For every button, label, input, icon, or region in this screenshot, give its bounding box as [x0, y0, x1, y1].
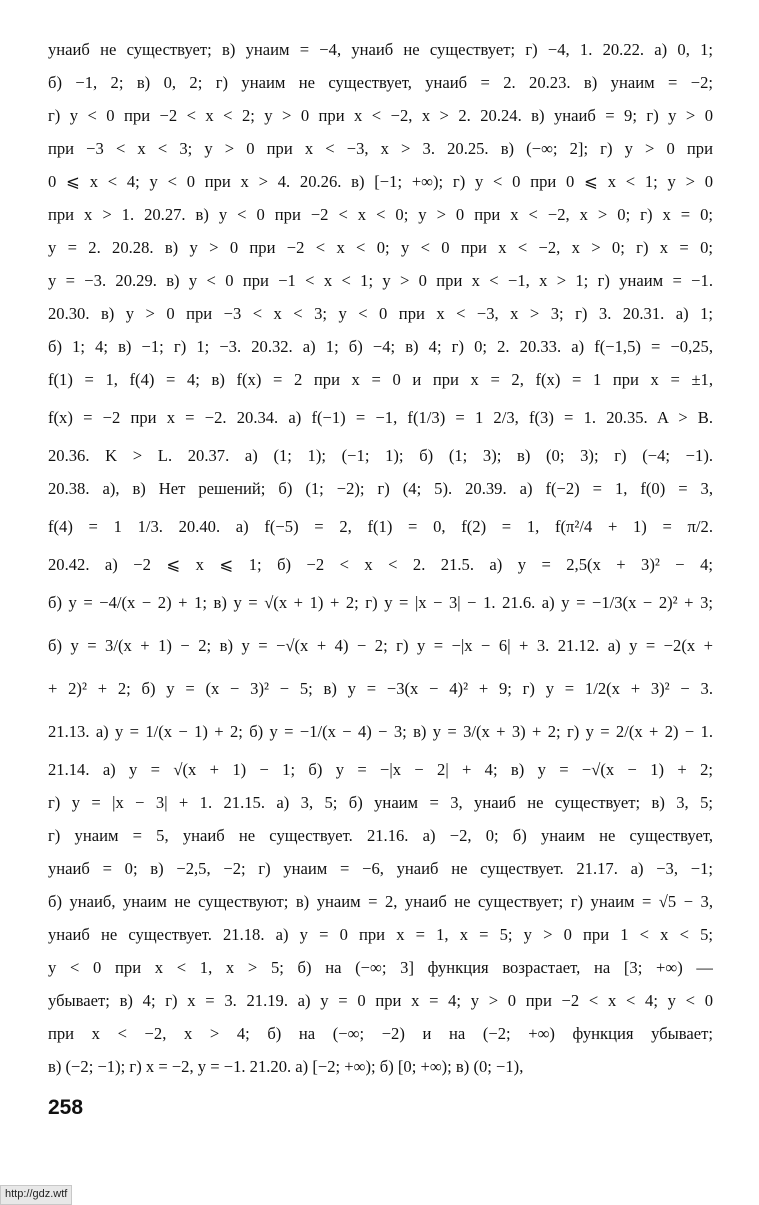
text-line-25: б) yнаиб, yнаим не существуют; в) yнаим = 2, yнаиб не существует; г) yнаим = √5 − 3, [48, 892, 713, 911]
text-line-29: при x < −2, x > 4; б) на (−∞; −2) и на (−2; +∞) функция убывает; [48, 1024, 713, 1043]
text-line-10: б) 1; 4; в) −1; г) 1; −3. 20.32. а) 1; б) −4; в) 4; г) 0; 2. 20.33. а) f(−1,5) = −0,25, [48, 337, 713, 356]
text-line-6: при x > 1. 20.27. в) y < 0 при −2 < x < 0; y > 0 при x < −2, x > 0; г) x = 0; [48, 205, 713, 224]
text-line-18: б) y = 3/(x + 1) − 2; в) y = −√(x + 4) − 2; г) y = −|x − 6| + 3. 21.12. а) y = −2(x + [48, 636, 713, 655]
text-line-13: 20.36. K > L. 20.37. а) (1; 1); (−1; 1); б) (1; 3); в) (0; 3); г) (−4; −1). [48, 446, 713, 465]
text-line-16: 20.42. а) −2 ⩽ x ⩽ 1; б) −2 < x < 2. 21.5. а) y = 2,5(x + 3)² − 4; [48, 555, 713, 574]
text-line-2: б) −1, 2; в) 0, 2; г) yнаим не существует, yнаиб = 2. 20.23. в) yнаим = −2; [48, 73, 713, 92]
text-line-12: f(x) = −2 при x = −2. 20.34. а) f(−1) = −1, f(1/3) = 1 2/3, f(3) = 1. 20.35. A > B. [48, 408, 713, 427]
text-line-9: 20.30. в) y > 0 при −3 < x < 3; y < 0 при x < −3, x > 3; г) 3. 20.31. а) 1; [48, 304, 713, 323]
text-line-20: 21.13. а) y = 1/(x − 1) + 2; б) y = −1/(x − 4) − 3; в) y = 3/(x + 3) + 2; г) y = 2/(x + 2) − 1. [48, 722, 713, 741]
text-line-28: убывает; в) 4; г) x = 3. 21.19. а) y = 0 при x = 4; y > 0 при −2 < x < 4; y < 0 [48, 991, 713, 1010]
answers-text-block [48, 33, 713, 1083]
text-line-19: + 2)² + 2; б) y = (x − 3)² − 5; в) y = −3(x − 4)² + 9; г) y = 1/2(x + 3)² − 3. [48, 679, 713, 698]
text-line-1: yнаиб не существует; в) yнаим = −4, yнаиб не существует; г) −4, 1. 20.22. а) 0, 1; [48, 40, 713, 59]
text-line-5: 0 ⩽ x < 4; y < 0 при x > 4. 20.26. в) [−1; +∞); г) y < 0 при 0 ⩽ x < 1; y > 0 [48, 172, 713, 191]
text-line-14: 20.38. а), в) Нет решений; б) (1; −2); г) (4; 5). 20.39. а) f(−2) = 1, f(0) = 3, [48, 479, 713, 498]
text-line-23: г) yнаим = 5, yнаиб не существует. 21.16. а) −2, 0; б) yнаим не существует, [48, 826, 713, 845]
text-line-11: f(1) = 1, f(4) = 4; в) f(x) = 2 при x = 0 и при x = 2, f(x) = 1 при x = ±1, [48, 370, 713, 389]
text-line-3: г) y < 0 при −2 < x < 2; y > 0 при x < −2, x > 2. 20.24. в) yнаиб = 9; г) y > 0 [48, 106, 713, 125]
text-line-22: г) y = |x − 3| + 1. 21.15. а) 3, 5; б) yнаим = 3, yнаиб не существует; в) 3, 5; [48, 793, 713, 812]
text-line-30: в) (−2; −1); г) x = −2, y = −1. 21.20. а) [−2; +∞); б) [0; +∞); в) (0; −1), [48, 1057, 524, 1076]
text-line-15: f(4) = 1 1/3. 20.40. а) f(−5) = 2, f(1) = 0, f(2) = 1, f(π²/4 + 1) = π/2. [48, 517, 713, 536]
text-line-24: yнаиб = 0; в) −2,5, −2; г) yнаим = −6, yнаиб не существует. 21.17. а) −3, −1; [48, 859, 713, 878]
text-line-27: y < 0 при x < 1, x > 5; б) на (−∞; 3] функция возрастает, на [3; +∞) — [48, 958, 713, 977]
text-line-7: y = 2. 20.28. в) y > 0 при −2 < x < 0; y < 0 при x < −2, x > 0; г) x = 0; [48, 238, 713, 257]
watermark-link[interactable]: http://gdz.wtf [0, 1185, 72, 1205]
text-line-8: y = −3. 20.29. в) y < 0 при −1 < x < 1; y > 0 при x < −1, x > 1; г) yнаим = −1. [48, 271, 713, 290]
text-line-17: б) y = −4/(x − 2) + 1; в) y = √(x + 1) + 2; г) y = |x − 3| − 1. 21.6. а) y = −1/3(x − 2)² + 3; [48, 593, 713, 612]
text-line-26: yнаиб не существует. 21.18. а) y = 0 при x = 1, x = 5; y > 0 при 1 < x < 5; [48, 925, 713, 944]
text-line-4: при −3 < x < 3; y > 0 при x < −3, x > 3. 20.25. в) (−∞; 2]; г) y > 0 при [48, 139, 713, 158]
text-line-21: 21.14. а) y = √(x + 1) − 1; б) y = −|x − 2| + 4; в) y = −√(x − 1) + 2; [48, 760, 713, 779]
page-number: 258 [48, 1096, 84, 1119]
